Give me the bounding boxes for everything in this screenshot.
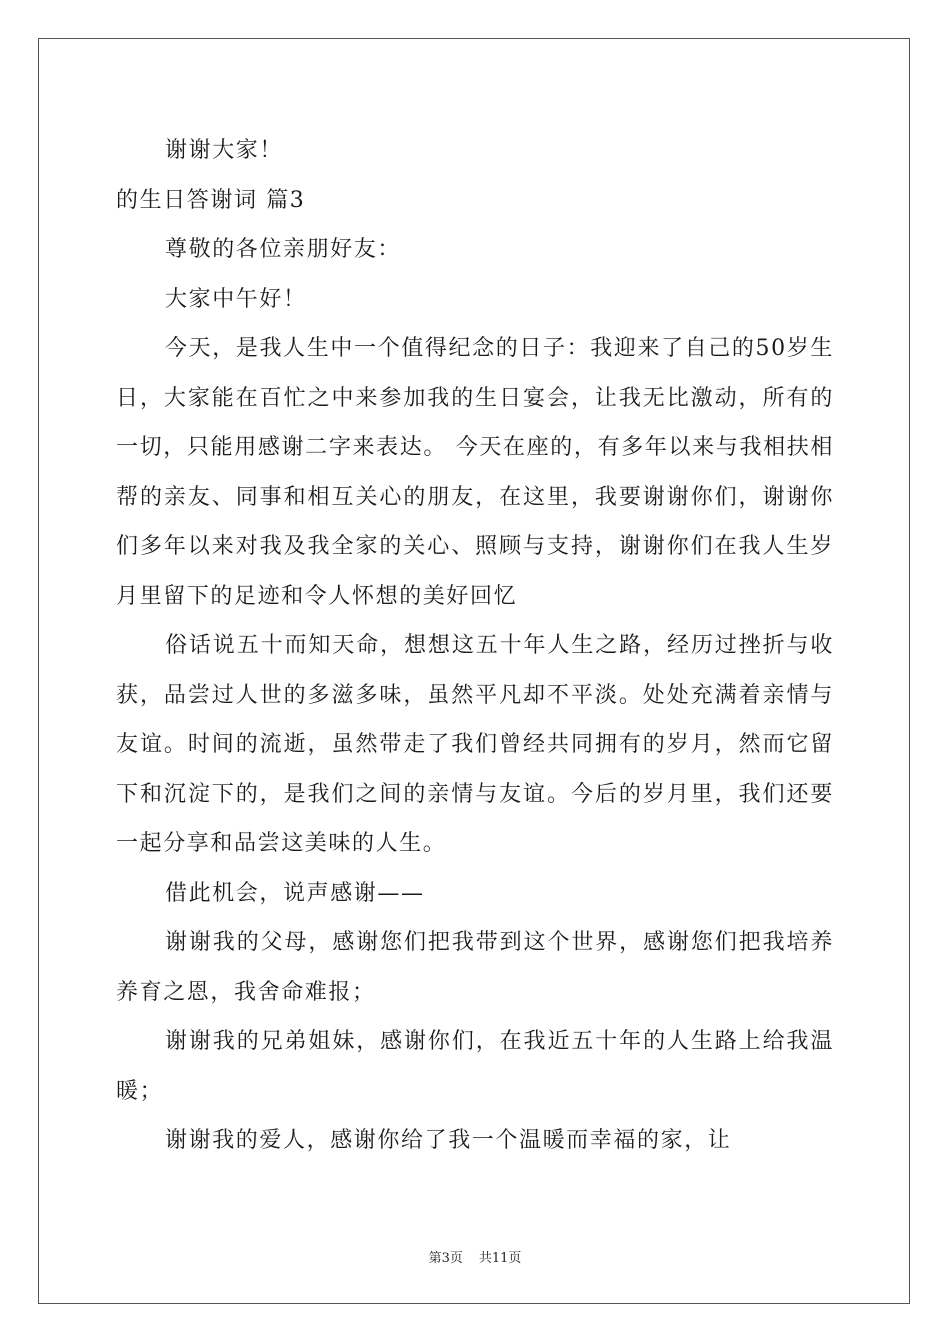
- paragraph: 谢谢我的爱人，感谢你给了我一个温暖而幸福的家，让: [165, 1128, 732, 1153]
- paragraph: 谢谢大家！: [165, 138, 284, 163]
- greeting: 大家中午好！: [165, 286, 307, 312]
- page-total: 共11页: [478, 1251, 522, 1266]
- paragraph: 谢谢我的兄弟姐妹，感谢你们，在我近五十年的人生路上给我温暖；: [116, 1029, 834, 1104]
- page-number: 第3页: [428, 1251, 463, 1266]
- paragraph: 借此机会，说声感谢——: [165, 880, 425, 906]
- page-footer: [0, 1247, 950, 1266]
- salutation: 尊敬的各位亲朋好友：: [165, 237, 402, 262]
- paragraph: 俗话说五十而知天命，想想这五十年人生之路，经历过挫折与收获，品尝过人世的多滋多味，虽然平凡却不平淡。处处充满着亲情与友谊。时间的流逝，虽然带走了我们曾经共同拥有的岁月，然而它留下和沉淀下的，是我们之间的亲情与友谊。今后的岁月里，我们还要一起分享和品尝这美味的人生。: [116, 633, 834, 856]
- section-heading: 的生日答谢词 篇3: [116, 187, 306, 213]
- paragraph: 今天，是我人生中一个值得纪念的日子：我迎来了自己的50岁生日，大家能在百忙之中来参加我的生日宴会，让我无比激动，所有的一切，只能用感谢二字来表达。 今天在座的，有多年以来与我相扶相帮的亲友、同事和相互关心的朋友，在这里，我要谢谢你们，谢谢你们多年以来对我及我全家的关心、照顾与支持，谢谢你们在我人生岁月里留下的足迹和令人怀想的美好回忆: [116, 336, 834, 609]
- paragraph: 谢谢我的父母，感谢您们把我带到这个世界，感谢您们把我培养养育之恩，我舍命难报；: [116, 930, 834, 1005]
- document-body: [116, 126, 834, 1166]
